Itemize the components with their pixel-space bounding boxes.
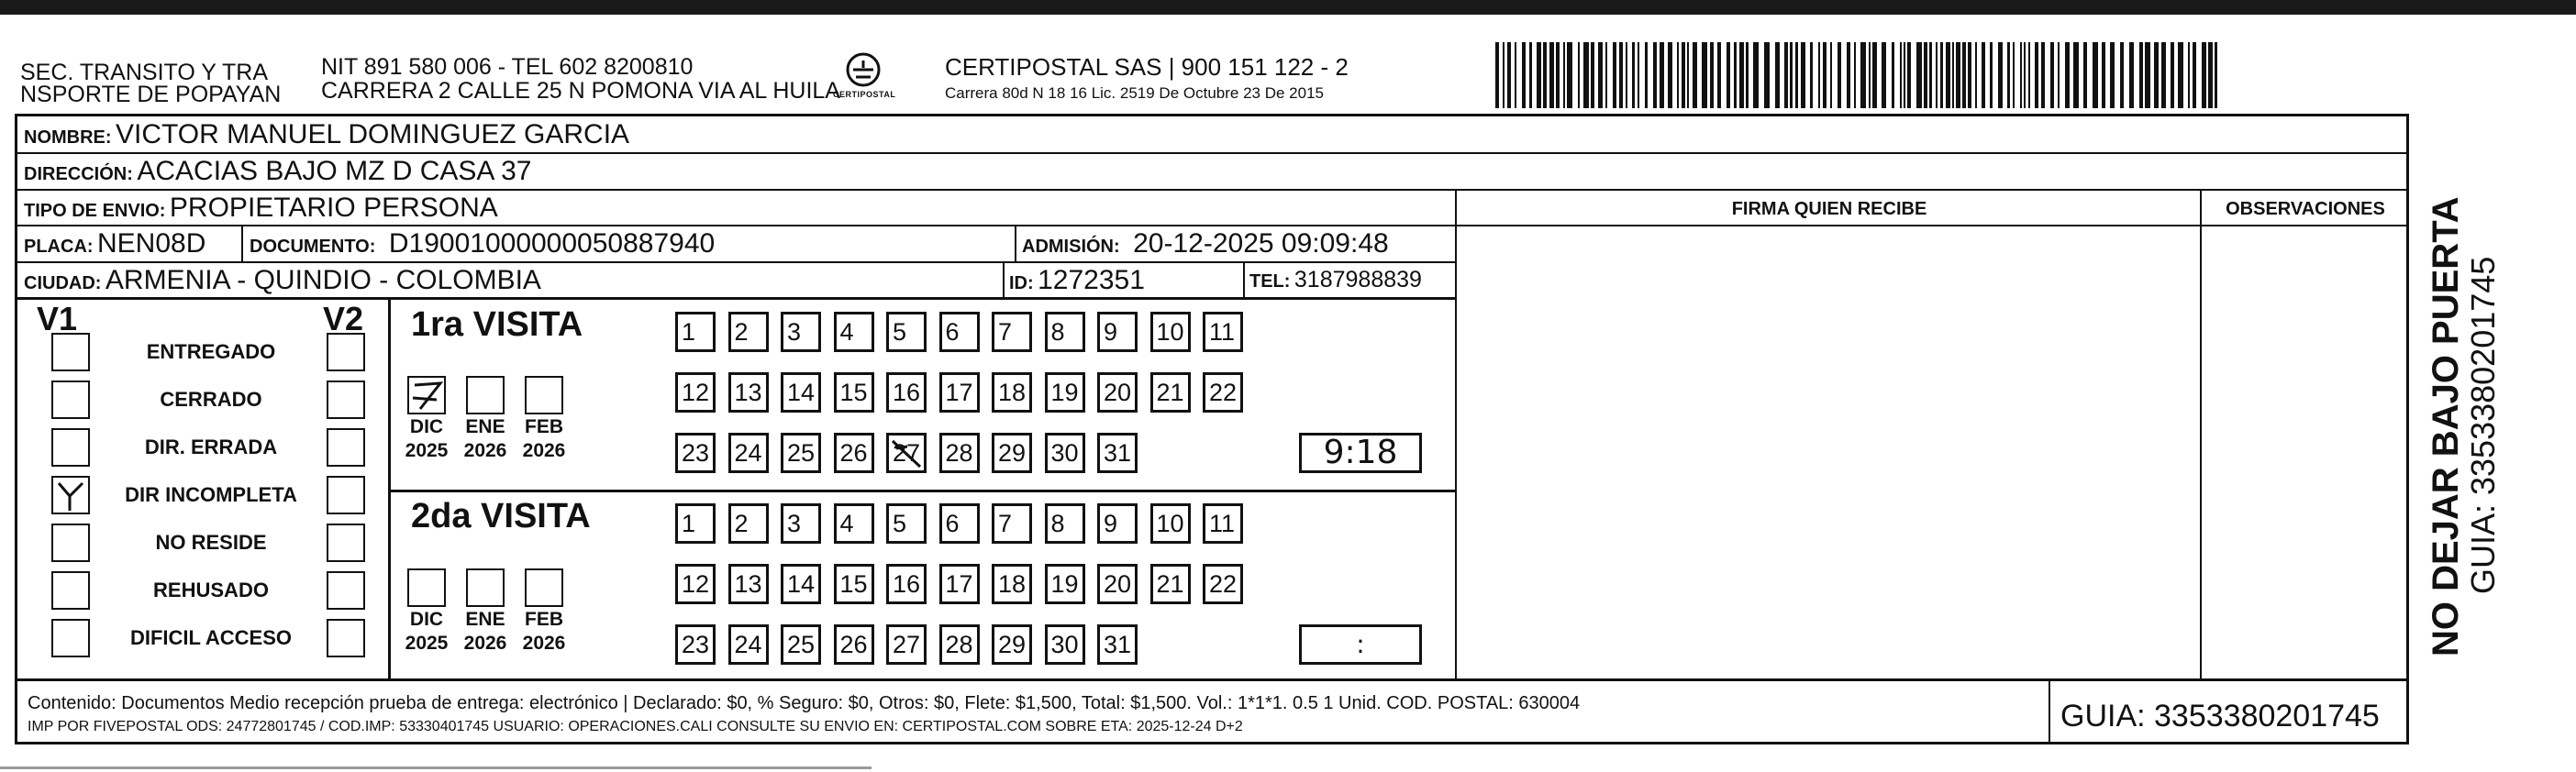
sidebar-warning: NO DEJAR BAJO PUERTA	[2426, 196, 2466, 656]
second-day-box[interactable]: 9	[1097, 503, 1138, 544]
second-day-box[interactable]: 31	[1097, 624, 1138, 665]
certipostal-logo	[833, 50, 896, 103]
v2-checkbox[interactable]	[327, 524, 365, 562]
ciudad-value: ARMENIA - QUINDIO - COLOMBIA	[105, 265, 541, 295]
first-day-box[interactable]: 15	[834, 372, 874, 413]
barcode-bar	[1810, 42, 1813, 108]
second-day-box[interactable]: 20	[1097, 564, 1138, 604]
barcode-bar	[2035, 42, 2038, 108]
barcode-bar	[1847, 42, 1850, 108]
v1-checkbox[interactable]	[51, 333, 90, 371]
barcode-bar	[1710, 42, 1714, 108]
second-day-box[interactable]: 7	[992, 503, 1032, 544]
barcode-bar	[1626, 42, 1627, 108]
first-day-box[interactable]: 23	[675, 433, 716, 473]
barcode-bar	[2208, 42, 2213, 108]
status-label: NO RESIDE	[155, 531, 267, 554]
barcode-bar	[2188, 42, 2190, 108]
second-day-box[interactable]: 12	[675, 564, 716, 604]
direccion-value: ACACIAS BAJO MZ D CASA 37	[137, 156, 532, 186]
first-day-box[interactable]: 30	[1045, 433, 1085, 473]
v1-checkbox[interactable]	[51, 571, 90, 610]
first-day-box[interactable]: 4	[834, 312, 874, 352]
status-label: DIR. ERRADA	[144, 436, 278, 458]
direccion-label: DIRECCIÓN:	[24, 164, 133, 184]
tipo-row	[24, 193, 498, 224]
status-label: CERRADO	[160, 388, 262, 411]
barcode-bar	[2058, 42, 2060, 108]
first-day-box[interactable]: 2	[728, 312, 769, 352]
second-day-box[interactable]: 27	[886, 624, 927, 665]
id-label: ID:	[1009, 273, 1034, 293]
first-day-box[interactable]: 25	[781, 433, 821, 473]
barcode-bar	[1613, 42, 1616, 108]
barcode-bar	[1522, 42, 1526, 108]
second-day-box[interactable]: 6	[939, 503, 980, 544]
barcode-bar	[1924, 42, 1927, 108]
footer-imp: IMP POR FIVEPOSTAL ODS: 24772801745 / COD.IMP: 53330401745 USUARIO: OPERACIONES.CALI CONSULTE SU ENVIO EN: CERTIPOSTAL.COM SOBRE ETA: 2025-12-24 D+2	[28, 719, 1243, 734]
id-row	[1009, 265, 1145, 296]
barcode-bar	[1904, 42, 1905, 108]
placa-value: NEN08D	[97, 228, 206, 259]
second-month-label: ENE	[465, 609, 505, 630]
second-day-box[interactable]: 24	[728, 624, 769, 665]
barcode-bar	[2120, 42, 2124, 108]
barcode-bar	[1956, 42, 1960, 108]
barcode-bar	[1818, 42, 1820, 108]
barcode-bar	[2102, 42, 2105, 108]
barcode-bar	[1567, 42, 1572, 108]
first-day-box[interactable]: 1	[675, 312, 716, 352]
footer-guia: GUIA: 3353380201745	[2060, 699, 2380, 733]
first-year-label: 2026	[522, 440, 566, 461]
first-day-box[interactable]: 9	[1097, 312, 1138, 352]
barcode-bar	[1563, 42, 1565, 108]
barcode-bar	[1998, 42, 2003, 108]
barcode-bar	[1503, 42, 1505, 108]
v1-checkbox[interactable]	[51, 524, 90, 562]
tipo-value: PROPIETARIO PERSONA	[169, 193, 498, 223]
id-value: 1272351	[1038, 265, 1145, 295]
barcode-bar	[1556, 42, 1560, 108]
placa-row	[24, 228, 205, 259]
first-day-box[interactable]: 6	[939, 312, 980, 352]
barcode-bar	[1653, 42, 1657, 108]
first-day-box[interactable]: 31	[1097, 433, 1138, 473]
second-day-box[interactable]: 29	[992, 624, 1032, 665]
barcode-bar	[2065, 42, 2070, 108]
second-year-label: 2025	[405, 633, 449, 654]
first-month-checkbox[interactable]	[407, 376, 446, 414]
barcode-bar	[1900, 42, 1902, 108]
top-black-strip	[0, 0, 2576, 15]
sender-line-1: SEC. TRANSITO Y TRA	[20, 60, 268, 85]
v2-label: V2	[323, 300, 364, 337]
barcode-bar	[1495, 42, 1499, 108]
tel-label: TEL:	[1249, 271, 1291, 292]
barcode-bar	[1660, 42, 1664, 108]
barcode-bar	[1687, 42, 1689, 108]
barcode-bar	[1869, 42, 1871, 108]
first-day-box[interactable]: 16	[886, 372, 927, 413]
documento-row	[250, 228, 715, 259]
first-year-label: 2025	[405, 440, 449, 461]
v1-checkbox[interactable]	[51, 380, 90, 419]
barcode-bar	[1892, 42, 1894, 108]
barcode-bar	[1990, 42, 1993, 108]
barcode-bar	[2215, 42, 2217, 108]
barcode-bar	[1583, 42, 1589, 108]
second-day-box[interactable]: 3	[781, 503, 821, 544]
second-day-box[interactable]: 8	[1045, 503, 1085, 544]
barcode-bar	[1916, 42, 1922, 108]
nombre-label: NOMBRE:	[24, 127, 112, 148]
first-day-box[interactable]: 3	[781, 312, 821, 352]
v2-checkbox[interactable]	[327, 428, 365, 467]
second-time-box[interactable]: :	[1299, 624, 1422, 665]
barcode-bar	[2139, 42, 2143, 108]
barcode-bar	[1975, 42, 1977, 108]
barcode-bar	[1790, 42, 1793, 108]
handwritten-mark-icon	[409, 378, 446, 414]
barcode-bar	[2171, 42, 2174, 108]
barcode-bar	[1619, 42, 1623, 108]
barcode-bar	[2161, 42, 2166, 108]
second-day-box[interactable]: 5	[886, 503, 927, 544]
barcode-bar	[1598, 42, 1603, 108]
first-day-box[interactable]: 19	[1045, 372, 1085, 413]
first-month-label: FEB	[525, 416, 563, 437]
barcode-bar	[1795, 42, 1798, 108]
second-month-checkbox[interactable]	[466, 568, 505, 607]
firma-label: FIRMA QUIEN RECIBE	[1731, 199, 1927, 219]
placa-label: PLACA:	[24, 237, 94, 257]
barcode-bar	[1823, 42, 1827, 108]
second-day-box[interactable]: 23	[675, 624, 716, 665]
first-day-box[interactable]: 28	[939, 433, 980, 473]
v2-checkbox[interactable]	[327, 619, 365, 657]
first-month-checkbox[interactable]	[466, 376, 505, 414]
barcode-bar	[1929, 42, 1932, 108]
barcode-bar	[1677, 42, 1679, 108]
documento-value: D19001000000050887940	[388, 228, 716, 259]
barcode-bar	[2178, 42, 2183, 108]
barcode-bar	[1784, 42, 1788, 108]
barcode-bar	[2110, 42, 2115, 108]
admision-label: ADMISIÓN:	[1022, 237, 1120, 257]
barcode-bar	[1764, 42, 1770, 108]
second-day-box[interactable]: 26	[834, 624, 874, 665]
barcode-bar	[1668, 42, 1672, 108]
second-month-label: FEB	[525, 609, 563, 630]
barcode-bar	[1682, 42, 1685, 108]
first-day-box[interactable]: 13	[728, 372, 769, 413]
logo-text: CERTIPOSTAL	[833, 90, 896, 99]
first-day-box[interactable]: 7	[992, 312, 1032, 352]
license-line: Carrera 80d N 18 16 Lic. 2519 De Octubre 23 De 2015	[945, 84, 1324, 102]
barcode-bar	[2013, 42, 2015, 108]
barcode-bar	[1717, 42, 1721, 108]
first-day-box[interactable]: 20	[1097, 372, 1138, 413]
barcode-bar	[1727, 42, 1730, 108]
barcode	[1495, 42, 2225, 108]
barcode-bar	[2073, 42, 2079, 108]
second-day-box[interactable]: 4	[834, 503, 874, 544]
barcode-bar	[1946, 42, 1950, 108]
first-day-box[interactable]: 17	[939, 372, 980, 413]
second-year-label: 2026	[522, 633, 566, 654]
second-day-box[interactable]: 17	[939, 564, 980, 604]
status-label: ENTREGADO	[146, 340, 276, 363]
second-day-box[interactable]: 11	[1203, 503, 1243, 544]
nombre-value: VICTOR MANUEL DOMINGUEZ GARCIA	[116, 119, 630, 149]
barcode-bar	[1838, 42, 1841, 108]
second-day-box[interactable]: 28	[939, 624, 980, 665]
v1-checkbox[interactable]	[51, 476, 90, 514]
status-label: DIR INCOMPLETA	[125, 483, 297, 506]
v1-checkbox[interactable]	[51, 428, 90, 467]
ciudad-row	[24, 265, 541, 296]
first-month-label: DIC	[409, 416, 444, 437]
barcode-bar	[1578, 42, 1580, 108]
barcode-bar	[1605, 42, 1607, 108]
direccion-row	[24, 156, 531, 187]
documento-label: DOCUMENTO:	[250, 237, 376, 257]
barcode-bar	[1645, 42, 1648, 108]
barcode-bar	[1854, 42, 1856, 108]
barcode-bar	[1693, 42, 1697, 108]
first-day-box[interactable]: 11	[1203, 312, 1243, 352]
sidebar-guia: GUIA: 3353380201745	[2464, 256, 2502, 594]
barcode-bar	[2007, 42, 2010, 108]
second-day-box[interactable]: 16	[886, 564, 927, 604]
v1-label: V1	[37, 300, 78, 337]
barcode-bar	[1543, 42, 1547, 108]
tel-row	[1249, 267, 1422, 293]
v2-checkbox[interactable]	[327, 380, 365, 419]
barcode-bar	[1702, 42, 1707, 108]
status-label: DIFICIL ACCESO	[129, 626, 292, 649]
first-day-box[interactable]: 14	[781, 372, 821, 413]
barcode-bar	[1549, 42, 1554, 108]
first-year-label: 2026	[463, 440, 507, 461]
barcode-bar	[1962, 42, 1966, 108]
barcode-bar	[1860, 42, 1866, 108]
barcode-bar	[1537, 42, 1541, 108]
nombre-row	[24, 119, 629, 150]
barcode-bar	[2024, 42, 2026, 108]
barcode-bar	[1882, 42, 1886, 108]
second-day-box[interactable]: 15	[834, 564, 874, 604]
barcode-bar	[1872, 42, 1877, 108]
barcode-bar	[2145, 42, 2150, 108]
admision-row	[1022, 228, 1389, 259]
second-day-box[interactable]: 25	[781, 624, 821, 665]
barcode-bar	[1507, 42, 1511, 108]
barcode-bar	[2093, 42, 2098, 108]
second-day-box[interactable]: 22	[1203, 564, 1243, 604]
barcode-bar	[1515, 42, 1516, 108]
tipo-label: TIPO DE ENVIO:	[24, 201, 166, 221]
barcode-bar	[1968, 42, 1971, 108]
first-day-box[interactable]: 5	[886, 312, 927, 352]
v2-checkbox[interactable]	[327, 476, 365, 514]
barcode-bar	[2050, 42, 2054, 108]
barcode-bar	[1632, 42, 1635, 108]
barcode-bar	[1982, 42, 1985, 108]
barcode-bar	[1746, 42, 1749, 108]
second-day-box[interactable]: 30	[1045, 624, 1085, 665]
first-month-label: ENE	[465, 416, 505, 437]
second-month-checkbox[interactable]	[525, 568, 563, 607]
barcode-bar	[1936, 42, 1938, 108]
barcode-bar	[1952, 42, 1954, 108]
barcode-bar	[2129, 42, 2134, 108]
second-day-box[interactable]: 10	[1150, 503, 1191, 544]
first-month-checkbox[interactable]	[525, 376, 563, 414]
first-time-box[interactable]: 9:18	[1299, 433, 1422, 473]
first-day-box[interactable]: 8	[1045, 312, 1085, 352]
v2-checkbox[interactable]	[327, 571, 365, 610]
second-day-box[interactable]: 14	[781, 564, 821, 604]
second-visit-title: 2da VISITA	[411, 497, 591, 535]
sender-address: CARRERA 2 CALLE 25 N POMONA VIA AL HUILA	[321, 78, 840, 104]
first-day-box[interactable]: 24	[728, 433, 769, 473]
second-month-label: DIC	[409, 609, 444, 630]
second-day-box[interactable]: 18	[992, 564, 1032, 604]
first-day-box[interactable]: 21	[1150, 372, 1191, 413]
barcode-bar	[1940, 42, 1943, 108]
first-day-box[interactable]: 27	[886, 433, 927, 473]
barcode-bar	[1753, 42, 1759, 108]
barcode-bar	[1591, 42, 1594, 108]
first-day-box[interactable]: 29	[992, 433, 1032, 473]
barcode-bar	[1907, 42, 1911, 108]
first-day-box[interactable]: 26	[834, 433, 874, 473]
barcode-bar	[2202, 42, 2206, 108]
second-day-box[interactable]: 2	[728, 503, 769, 544]
barcode-bar	[1739, 42, 1744, 108]
sender-line-2: NSPORTE DE POPAYAN	[20, 82, 282, 107]
admision-value: 20-12-2025 09:09:48	[1133, 228, 1389, 259]
barcode-bar	[1638, 42, 1639, 108]
sender-nit: NIT 891 580 006 - TEL 602 8200810	[321, 54, 694, 80]
first-day-box[interactable]: 12	[675, 372, 716, 413]
second-day-box[interactable]: 13	[728, 564, 769, 604]
second-year-label: 2026	[463, 633, 507, 654]
status-label: REHUSADO	[153, 579, 269, 601]
check-mark-icon	[53, 478, 88, 513]
v1-checkbox[interactable]	[51, 619, 90, 657]
first-day-box[interactable]: 18	[992, 372, 1032, 413]
second-day-box[interactable]: 1	[675, 503, 716, 544]
barcode-bar	[2020, 42, 2022, 108]
barcode-bar	[2193, 42, 2196, 108]
barcode-bar	[1801, 42, 1805, 108]
barcode-bar	[2154, 42, 2159, 108]
barcode-bar	[1775, 42, 1780, 108]
first-day-box[interactable]: 10	[1150, 312, 1191, 352]
barcode-bar	[2041, 42, 2045, 108]
company-line: CERTIPOSTAL SAS | 900 151 122 - 2	[945, 53, 1349, 81]
barcode-bar	[2083, 42, 2087, 108]
barcode-bar	[1734, 42, 1737, 108]
barcode-bar	[1830, 42, 1832, 108]
second-month-checkbox[interactable]	[407, 568, 446, 607]
tel-value: 3187988839	[1294, 267, 1422, 292]
first-visit-title: 1ra VISITA	[411, 305, 583, 344]
second-day-box[interactable]: 21	[1150, 564, 1191, 604]
barcode-bar	[2028, 42, 2030, 108]
first-day-box[interactable]: 22	[1203, 372, 1243, 413]
barcode-bar	[1529, 42, 1532, 108]
ciudad-label: CIUDAD:	[24, 273, 102, 293]
footer-contenido: Contenido: Documentos Medio recepción prueba de entrega: electrónico | Declarado: $0, % Seguro: $0, Otros: $0, Flete: $1,500, Total: $1,500. Vol.: 1*1*1. 0.5 1 Unid. COD. POSTAL: 630004	[28, 693, 1581, 713]
observaciones-label: OBSERVACIONES	[2226, 199, 2385, 219]
v2-checkbox[interactable]	[327, 333, 365, 371]
second-day-box[interactable]: 19	[1045, 564, 1085, 604]
